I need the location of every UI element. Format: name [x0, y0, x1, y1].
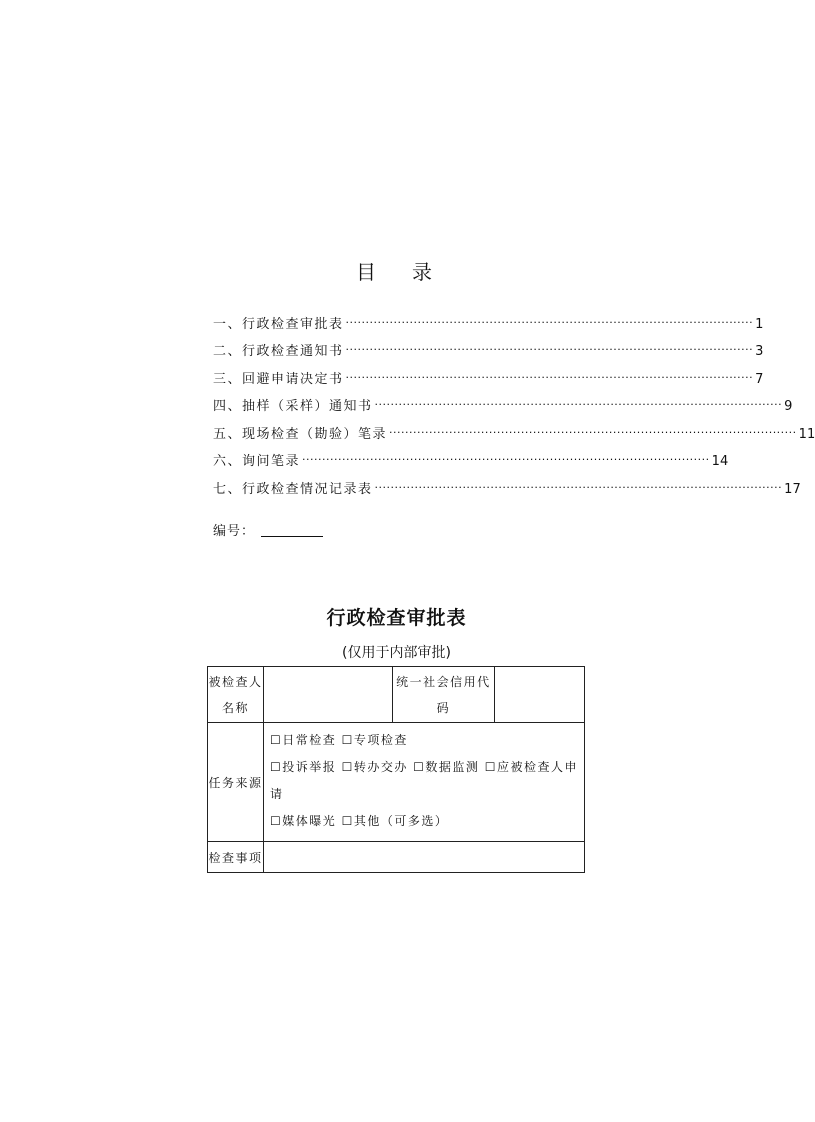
toc-item[interactable]: [213, 477, 801, 497]
table-row: [208, 842, 585, 873]
inspection-items-label: 检查事项: [208, 842, 264, 873]
toc-item[interactable]: [213, 422, 815, 442]
inspection-items-field[interactable]: [264, 842, 585, 873]
toc-item-label: 五、现场检查（勘验）笔录: [213, 427, 388, 442]
inspectee-name-label-line2: 名称: [222, 700, 250, 715]
task-source-line-4[interactable]: ☐媒体曝光 ☐其他（可多选）: [270, 814, 449, 828]
toc-leader-dots: ······································································································: [345, 343, 754, 356]
table-row: [208, 723, 585, 842]
task-source-options: [264, 723, 585, 842]
toc-item-page: 3: [755, 344, 764, 359]
toc-leader-dots: ······································································································: [345, 316, 754, 329]
credit-code-label: [392, 667, 494, 723]
toc-item-page: 7: [755, 372, 764, 387]
credit-code-label-line1: 统一社会信用代: [396, 674, 491, 689]
approval-form-table: [207, 666, 585, 873]
inspectee-name-label-line1: 被检查人: [208, 674, 263, 689]
form-subtitle: (仅用于内部审批): [342, 645, 451, 661]
toc-item-label: 三、回避申请决定书: [213, 372, 344, 387]
credit-code-field[interactable]: [495, 667, 585, 723]
toc-leader-dots: ······································································································: [345, 371, 754, 384]
credit-code-label-line2: 码: [436, 700, 451, 715]
document-number-field[interactable]: [261, 536, 323, 537]
toc-item[interactable]: [213, 367, 764, 387]
toc-leader-dots: ······································································································: [374, 481, 783, 494]
toc-title: [356, 256, 432, 285]
task-source-line-1[interactable]: ☐日常检查 ☐专项检查: [270, 733, 408, 747]
form-title: 行政检查审批表: [326, 607, 467, 629]
toc-leader-dots: ······································································································: [302, 453, 710, 466]
task-source-label: 任务来源: [208, 723, 264, 842]
inspectee-name-label: [208, 667, 264, 723]
toc-item-page: 1: [755, 317, 764, 332]
toc-title-glyph-2: 录: [412, 260, 432, 284]
toc-item-label: 二、行政检查通知书: [213, 344, 344, 359]
toc-item-label: 六、询问笔录: [213, 454, 301, 469]
toc-leader-dots: ······································································································: [374, 398, 783, 411]
toc-item[interactable]: [213, 312, 764, 332]
task-source-line-2[interactable]: ☐投诉举报 ☐转办交办 ☐数据监测 ☐应被检查人申: [270, 760, 578, 774]
toc-item-page: 14: [711, 454, 729, 469]
toc-item-label: 一、行政检查审批表: [213, 317, 344, 332]
toc-item-page: 9: [784, 399, 793, 414]
document-number: [213, 520, 323, 539]
inspectee-name-field[interactable]: [264, 667, 393, 723]
toc-item-page: 11: [798, 427, 815, 442]
toc-item[interactable]: [213, 339, 764, 359]
toc-item-label: 四、抽样（采样）通知书: [213, 399, 373, 414]
toc-leader-dots: ······································································································: [389, 426, 797, 439]
document-number-label: 编号：: [213, 524, 256, 539]
toc-item-label: 七、行政检查情况记录表: [213, 482, 373, 497]
toc-title-glyph-1: 目: [356, 260, 376, 284]
toc-item-page: 17: [784, 482, 801, 497]
toc-item[interactable]: [213, 394, 793, 414]
task-source-line-3: 请: [270, 787, 284, 801]
table-row: [208, 667, 585, 723]
toc-item[interactable]: [213, 449, 729, 469]
